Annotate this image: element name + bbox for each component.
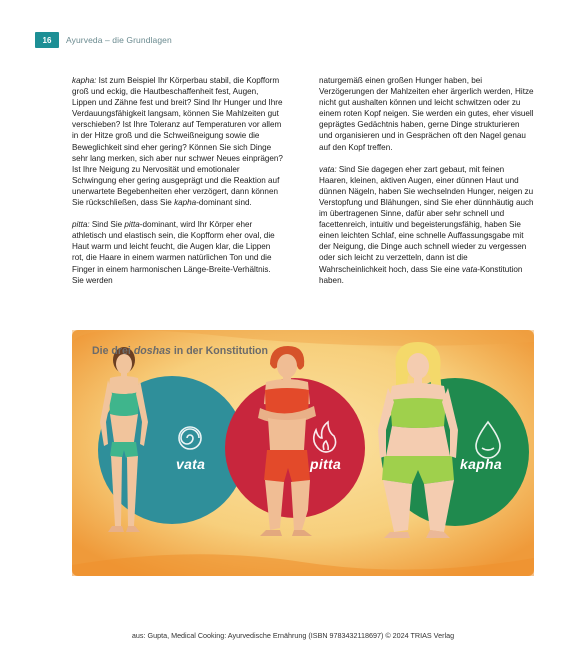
page-number: 16 [35, 32, 59, 48]
paragraph-kapha [72, 75, 284, 208]
illustration-title [92, 345, 268, 357]
illustration-title-text: Die drei [92, 345, 134, 357]
paragraph-pitta [72, 219, 284, 286]
illustration-title-term: doshas [133, 345, 171, 357]
paragraph-text: -Konstitution haben. [319, 264, 523, 285]
paragraph-text: Sind Sie [89, 220, 125, 230]
pitta-label: pitta [310, 456, 342, 472]
copyright-footer: aus: Gupta, Medical Cooking: Ayurvedische Ernährung (ISBN 9783432118697) © 2024 TRIAS Verlag [131, 631, 455, 640]
term-kapha: kapha: [72, 76, 97, 85]
paragraph-pitta-continued [319, 75, 534, 153]
term-inline: kapha [174, 198, 197, 208]
term-pitta: pitta: [72, 220, 90, 230]
vata-label: vata [176, 456, 206, 472]
left-column [72, 75, 284, 297]
illustration-title-text: in der Konstitution [170, 345, 269, 357]
paragraph-text: Sind Sie dagegen eher zart gebaut, mit feinen Haaren, kleinen, aktiven Augen, einer dünnen Haut und dünnen Nägeln, haben Sie wechselnden Hunger, neigen zu Verstopfung und Blähungen, sind Sie eher dünnhäutig auch im übertragenen Sinne, dafür aber sehr schnell und facettenreich, intuitiv und begeisterungsfähig, haben Sie einen leichten Schlaf, eine schnelle Auffassungsgabe mit der Neigung, die Dinge auch schnell wieder zu vergessen oder sich leicht zu verzetteln, dann ist die Wahrscheinlichkeit hoch, dass Sie eine [319, 164, 534, 274]
term-inline: pitta [124, 220, 140, 230]
paragraph-vata [319, 164, 534, 286]
paragraph-text: -dominant, wird Ihr Körper eher athletisch und elastisch sein, die Kopfform eher oval, die Haut warm und leicht feucht, die Augen klar, die Lippen rot, die Haare in einem warmen natürlichen Ton und die Finger in einem harmonischen Länge-Breite-Verhältnis. Sie werden [72, 220, 275, 285]
term-vata: vata: [319, 164, 337, 174]
paragraph-text: naturgemäß einen großen Hunger haben, bei Verzögerungen der Mahlzeiten eher ärgerlich werden, Hitze nicht gut aushalten können und leicht schwitzen oder zu einem roten Kopf neigen. Sie werden ein gutes, eher visuell geprägtes Gedächtnis haben, gerne Dinge strukturieren und organisieren und in Gesprächen oft den Nagel genau auf den Kopf treffen. [319, 76, 534, 152]
term-inline: vata [461, 264, 478, 274]
paragraph-text: Ist zum Beispiel Ihr Körperbau stabil, die Kopfform groß und eckig, die Hautbeschaffenheit fest, Augen, Lippen und Zähne fest und breit? Sind Ihr Hunger und Ihre Verdauungsfähigkeit langsam, können Sie Mahlzeiten gut verschieben? Ist Ihre Toleranz auf Temperaturen vor allem in der Hitze groß und die Schweißneigung sowie die Beweglichkeit sind eher gering? Können Sie sich Dinge sehr lang merken, sich aber nur schwer Neues einprägen? Ist Ihre Neigung zu Nervosität und emotionaler Schwingung eher gering ausgeprägt und die Reaktion auf unerwartete Begebenheiten eher verzögert, dann können Sie rückschließen, dass Sie [72, 76, 283, 208]
illustration-graphic [72, 330, 534, 576]
dosha-illustration [72, 330, 534, 576]
kapha-label: kapha [460, 456, 502, 472]
paragraph-text: -dominant sind. [196, 198, 252, 208]
running-head: Ayurveda – die Grundlagen [66, 35, 172, 45]
right-column [319, 75, 534, 297]
